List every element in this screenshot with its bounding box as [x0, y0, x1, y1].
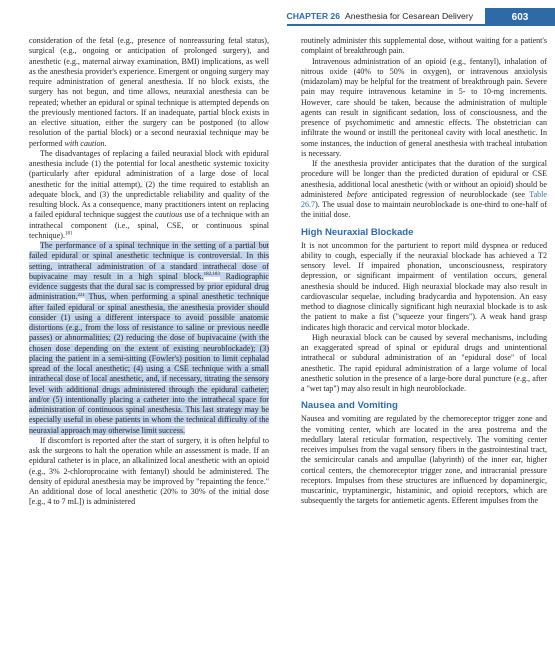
paragraph: [29, 149, 269, 241]
running-header: [0, 0, 555, 26]
text-span: use of a technique with an intrathecal component (i.e., spinal, CSE, or continuous spinal technique).: [29, 210, 269, 240]
highlighted-text: The performance of a spinal technique in the setting of a partial but failed epidural or spinal anesthetic technique is controversial. In this setting, intrathecal administration of a standard intrathecal dose of bupivacaine may result in a high spinal block.: [29, 241, 269, 281]
text-span: consideration of the fetal (e.g., presence of nonreassuring fetal status), surgical (e.g., ongoing or anticipation of prolonged surgery), and anesthetic (e.g., maternal airway examination, BMI) implications, as well as the anesthesia provider's experience. Emergent or ongoing surgery may require administration of general anesthesia. If no block exists, the surgery has not begun, and time allows, neuraxial anesthesia can be repeated; whether an epidural or spinal technique is attempted depends on the previously mentioned factors. If an inadequate, partial block exists in an elective situation, either the surgery can be postponed (to allow resolution of the partial block) or a second neuraxial technique may be performed: [29, 36, 269, 148]
citation: 182,183: [203, 272, 220, 278]
paragraph: [301, 159, 547, 221]
section-heading-nausea-vomiting: Nausea and Vomiting: [301, 400, 398, 412]
left-column: [29, 36, 269, 508]
table-reference-link[interactable]: Table 26.7: [301, 189, 547, 209]
italic-text: before: [347, 189, 368, 199]
paragraph: Intravenous administration of an opioid (e.g., fentanyl), inhalation of nitrous oxide (40% to 50% in oxygen), or intravenous anxiolysis (midazolam) may be helpful for the treatment of breakthrough pain. Severe pain may require intravenous ketamine in 5- to 10-mg increments. However, care should be taken, because the administration of multiple agents can result in significant sedation, loss of consciousness, and the presence of psychomimetic and amnestic effects. The obstetrician can infiltrate the wound or instill the peritoneal cavity with local anesthetic. In some instances, the induction of general anesthesia with tracheal intubation is necessary.: [301, 56, 547, 158]
citation: 221: [77, 292, 85, 298]
paragraph: [29, 36, 269, 149]
text-span: anticipated regression of neuroblockade (see: [367, 189, 530, 199]
citation: 181: [64, 231, 73, 237]
paragraph: If discomfort is reported after the start of surgery, it is often helpful to ask the surgeons to halt the operation while an assessment is made. If an epidural catheter is in place, an alkalinized local anesthetic with an opioid (e.g., 3% 2-chloroprocaine with fentanyl) should be administered. The density of epidural anesthesia may be improved by "repainting the fence." An additional dose of local anesthetic (20% to 30% of the initial dose [e.g., 4 to 7 mL]) is administered: [29, 435, 269, 507]
right-column: [301, 36, 547, 507]
paragraph: Nausea and vomiting are regulated by the chemoreceptor trigger zone and the vomiting center, which are located in the area postrema and the medullary lateral reticular formation, respectively. The vomiting center receives impulses from the vagal sensory fibers in the gastrointestinal tract, the semicircular canals and ampullae (labyrinth) of the inner ear, higher cortical centers, the chemoreceptor trigger zone, and intracranial pressure receptors. Impulses from these structures are influenced by dopaminergic, muscarinic, tryptaminergic, histaminic, and opioid receptors, which are subsequently the targets for antiemetic agents. Efferent impulses from the: [301, 414, 547, 506]
text-span: The disadvantages of replacing a failed neuraxial block with epidural anesthesia include (1) the potential for local anesthetic systemic toxicity (particularly after epidural administration of a large dose of local anesthetic for the initial attempt), (2) the time required to establish an adequate block, and (3) the unpredictable reliability and quality of the resulting block. As a consequence, many practitioners intent on replacing a failed epidural technique suggest the: [29, 148, 269, 220]
highlighted-paragraph: [29, 241, 269, 436]
paragraph: routinely administer this supplemental dose, without waiting for a patient's complaint of breakthrough pain.: [301, 36, 547, 56]
paragraph: High neuraxial block can be caused by several mechanisms, including an exaggerated spread of spinal or epidural drugs and unintentional intrathecal or subdural administration of an "epidural dose" of local anesthetic. The rapid epidural administration of a large volume of local anesthetic solution in the presence of a large-bore dural puncture (e.g., after a "wet tap") may also result in high neuroblockade.: [301, 332, 547, 393]
text-span: If the anesthesia provider anticipates that the duration of the surgical procedure will be longer than the predicted duration of epidural or CSE anesthesia, additional local anesthetic (with or without an opioid) should be administered: [301, 159, 547, 199]
chapter-label: CHAPTER 26: [286, 11, 340, 21]
section-heading-high-neuraxial-blockade: High Neuraxial Blockade: [301, 226, 414, 238]
page-number: 603: [485, 8, 555, 26]
paragraph: It is not uncommon for the parturient to report mild dyspnea or reduced ability to cough, especially if the neuraxial blockade has achieved a T2 sensory level. If impaired phonation, unconsciousness, respiratory depression, or significant impairment of ventilation occurs, general anesthesia should be induced. High neuraxial blockade may also result in cardiovascular sequelae, including bradycardia and hypotension. An easy method to diagnose clinically significant high neuraxial blockade is to ask the patient to make a fist ("squeeze your fingers"). A weak hand grasp indicates high thoracic and cervical motor blockade.: [301, 240, 547, 332]
text-span: ). The usual dose to maintain neuroblockade is one-third to one-half of the initial dose.: [301, 200, 547, 220]
italic-text: with caution.: [64, 138, 107, 148]
header-title: [287, 8, 486, 26]
italic-text: cautious: [155, 210, 183, 220]
highlighted-text: Radiographic evidence suggests that the dural sac is compressed by prior epidural drug administration.: [29, 271, 269, 302]
chapter-title: Anesthesia for Cesarean Delivery: [344, 11, 473, 21]
highlighted-text: Thus, when performing a spinal anesthetic technique after failed epidural or spinal anesthesia, the anesthesia provider should consider (1) using a different interspace to avoid possible anatomic distortions (e.g., from the loss of resistance to saline or previous needle passes) or abnormalities; (2) reducing the dose of bupivacaine (with the chosen dose depending on the extent of existing neuroblockade); (3) placing the patient in a semi-sitting (Fowler's) position to limit cephalad spread of the local anesthetic; (4) using a CSE technique with a small intrathecal dose of local anesthetic, and, if necessary, titrating the sensory level with additional drugs administered through the epidural catheter; and/or (5) intentionally placing a catheter into the intrathecal space for administration of continuous spinal anesthesia. This last strategy may be especially useful in obese patients in whom the technical difficulty of the neuraxial approach may otherwise limit success.: [29, 292, 269, 435]
